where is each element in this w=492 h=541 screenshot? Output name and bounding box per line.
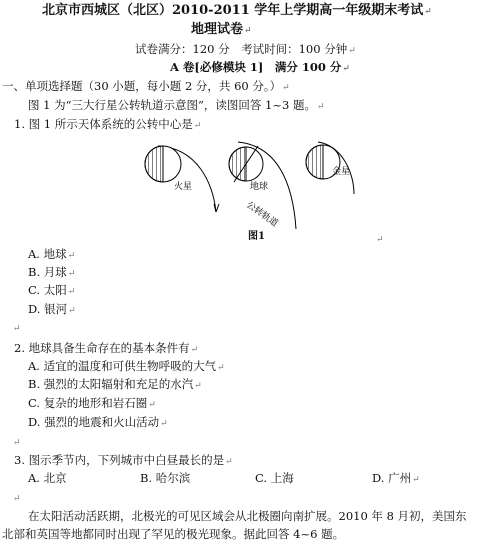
earth-label: 地球	[250, 181, 269, 191]
q1-option-d: D. 银河↵	[28, 302, 76, 316]
q2-option-a: A. 适宜的温度和可供生物呼吸的大气↵	[28, 359, 225, 373]
passage-line-2: 北部和英国等地都同时出现了罕见的极光现象。据此回答 4~6 题。	[2, 527, 345, 541]
section-a-heading: A 卷[必修模块 1] 满分 100 分↵	[170, 60, 350, 74]
q1-option-b: B. 月球↵	[28, 265, 76, 279]
q2-option-c: C. 复杂的地形和岩石圈↵	[28, 396, 156, 410]
mars-planet	[145, 146, 181, 182]
para-mark: ↵	[13, 494, 21, 504]
para-mark: ↵	[13, 324, 21, 334]
q2-option-d: D. 强烈的地震和火山活动↵	[28, 415, 168, 429]
q3-option-b: B. 哈尔滨	[140, 471, 191, 485]
q3-option-d: D. 广州↵	[372, 471, 420, 485]
part1-intro: 图 1 为“三大行星公转轨道示意图”，读图回答 1~3 题。↵	[28, 98, 325, 112]
q1-stem: 1. 图 1 所示天体系统的公转中心是↵	[14, 117, 202, 131]
q2-stem: 2. 地球具备生命存在的基本条件有↵	[14, 341, 199, 355]
passage-line-1: 在太阳活动活跃期，北极光的可见区域会从北极圈向南扩展。2010 年 8 月初，美国东	[28, 509, 467, 523]
exam-title: 北京市西城区（北区）2010-2011 学年上学期高一年级期末考试↵	[42, 3, 432, 18]
part1-heading: 一、单项选择题（30 小题，每小题 2 分，共 60 分。）↵	[2, 79, 290, 93]
q1-option-c: C. 太阳↵	[28, 283, 76, 297]
para-mark: ↵	[376, 235, 384, 245]
q2-option-b: B. 强烈的太阳辐射和充足的水汽↵	[28, 377, 202, 391]
orbit-diagram	[128, 134, 358, 242]
q1-option-a: A. 地球↵	[28, 247, 76, 261]
q3-option-c: C. 上海	[255, 471, 294, 485]
orbit-label: 公转轨道	[244, 199, 281, 229]
q3-stem: 3. 图示季节内，下列城市中白昼最长的是↵	[14, 453, 233, 467]
exam-subtitle: 地理试卷↵	[191, 22, 252, 37]
figure-caption: 图1	[248, 231, 265, 242]
q3-option-a: A. 北京	[28, 471, 67, 485]
para-mark: ↵	[13, 438, 21, 448]
earth-planet	[229, 146, 263, 182]
venus-label: 金星	[332, 166, 351, 176]
mars-label: 火星	[174, 181, 193, 191]
exam-info: 试卷满分：120 分 考试时间：100 分钟↵	[135, 42, 356, 56]
